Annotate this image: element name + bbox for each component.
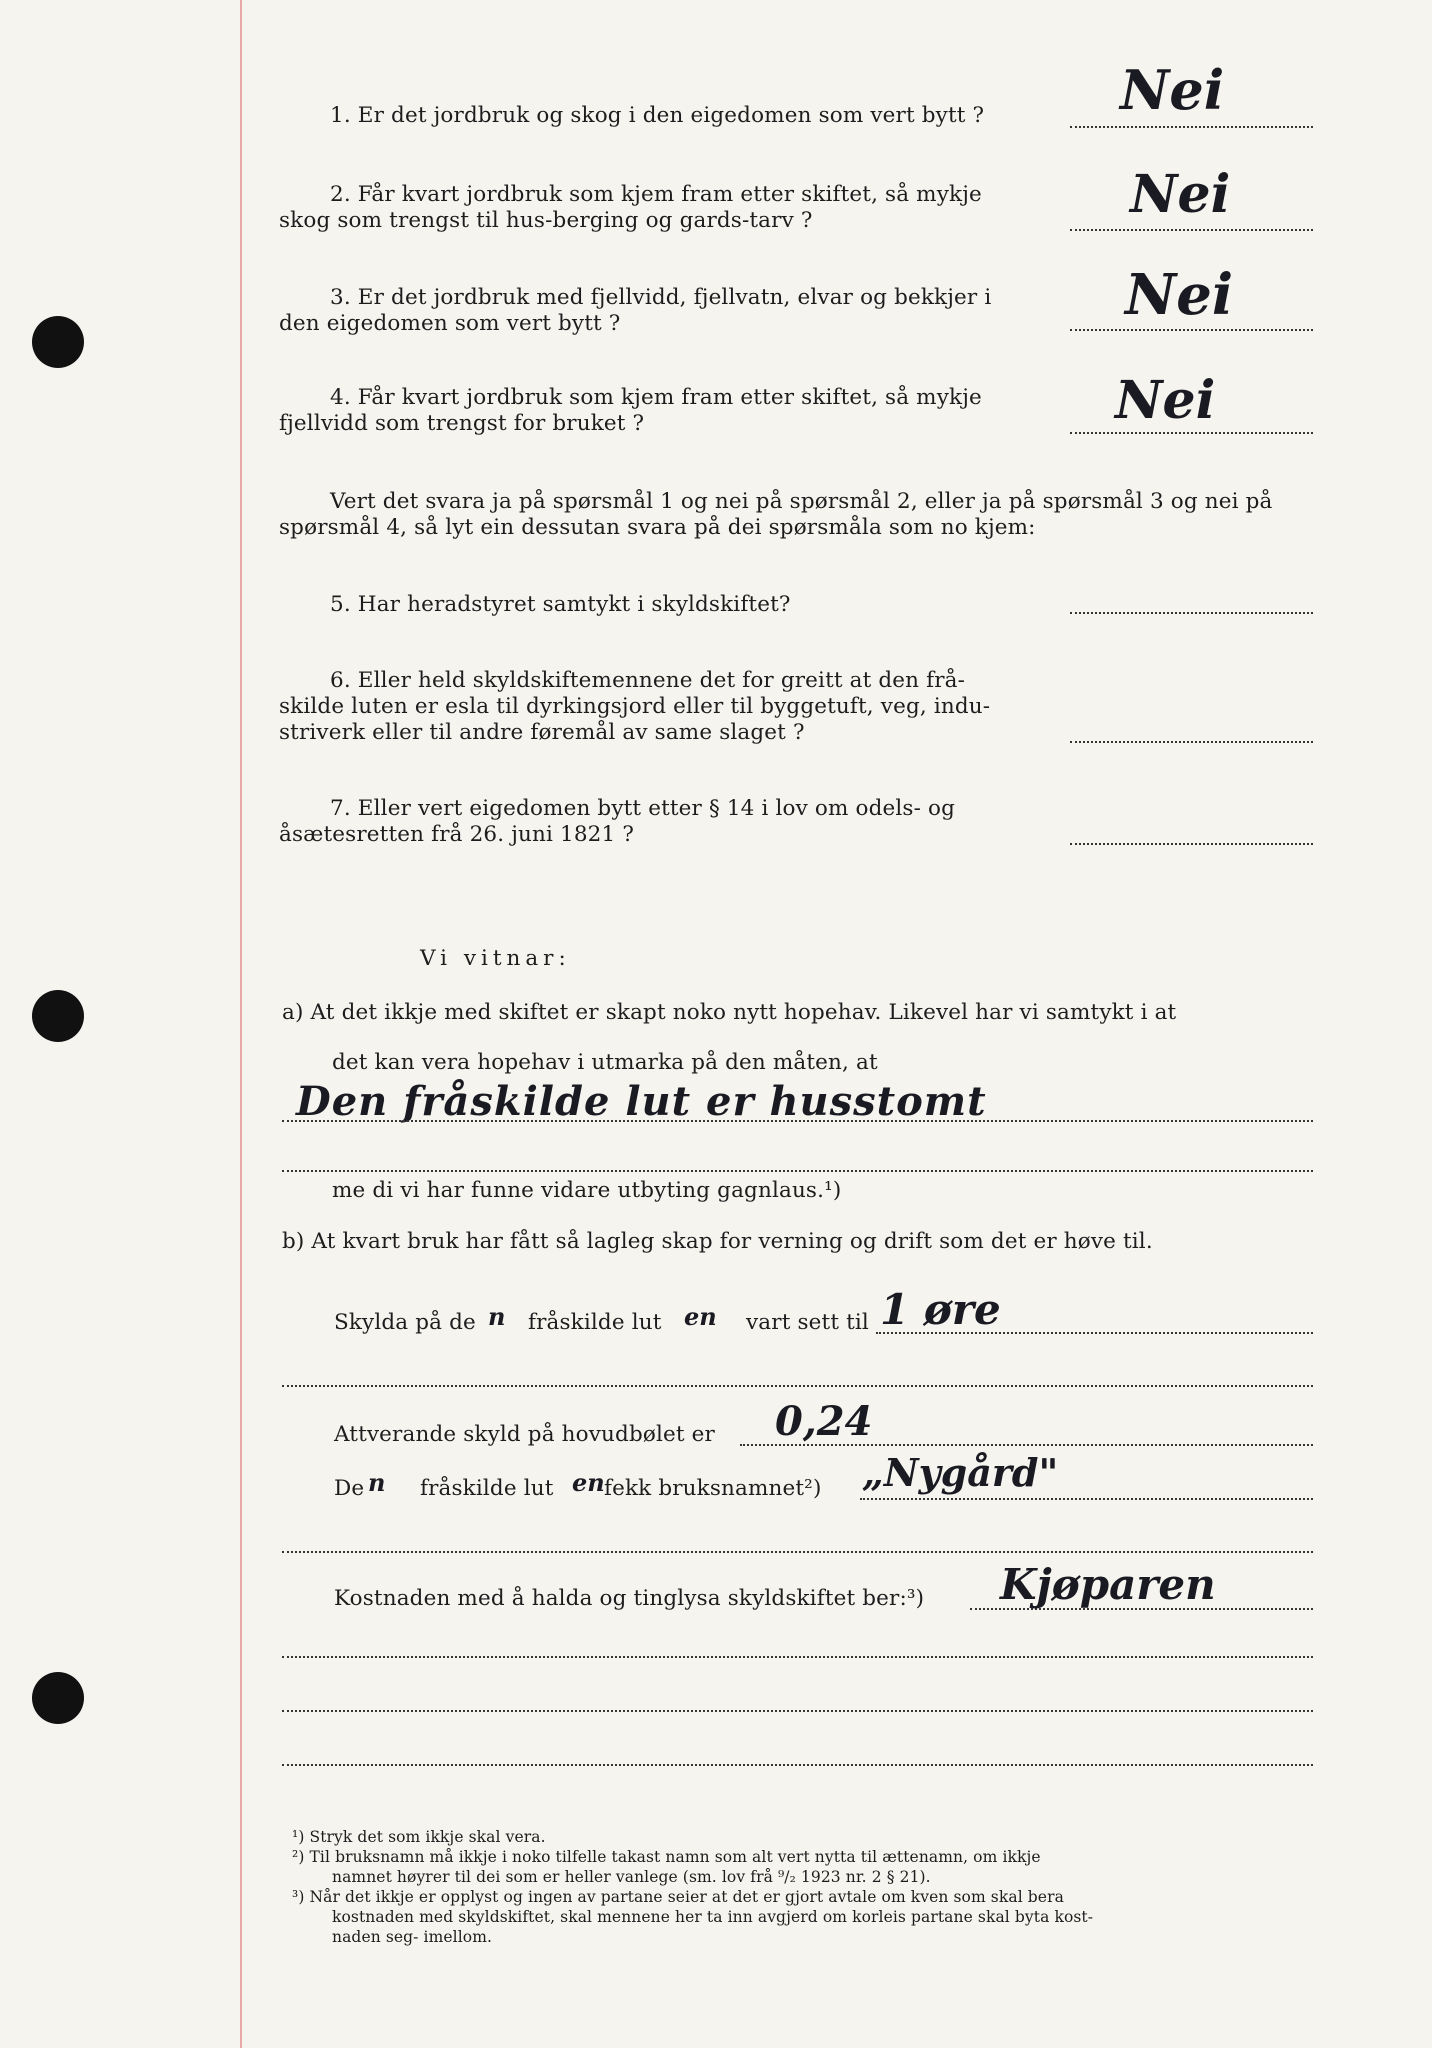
- skylda-extra-line: [282, 1385, 1313, 1387]
- attverande-value: 0,24: [775, 1398, 873, 1445]
- question-5: 5. Har heradstyret samtykt i skyldskiftet?: [330, 592, 791, 617]
- footnote-3-line-1: ³) Når det ikkje er opplyst og ingen av partane seier at det er gjort avtale om kven som skal bera: [292, 1888, 1064, 1906]
- witness-a-handwritten: Den fråskilde lut er husstomt: [296, 1078, 987, 1125]
- kostnad-extra-line-1: [282, 1656, 1313, 1658]
- witness-b-line-1: b) At kvart bruk har fått så lagleg skap for verning og drift som det er høve til.: [282, 1229, 1153, 1254]
- question-3-line-2: den eigedomen som vert bytt ?: [279, 311, 621, 336]
- question-4-line-2: fjellvidd som trengst for bruket ?: [279, 411, 645, 436]
- footnote-3-line-3: naden seg- imellom.: [332, 1928, 493, 1946]
- punch-hole-bottom: [32, 1672, 84, 1724]
- answer-line-1: [1070, 126, 1313, 128]
- bruksnamn-value: „Nygård": [862, 1450, 1059, 1495]
- answer-line-3: [1070, 329, 1313, 331]
- witness-a-line-1: a) At det ikkje med skiftet er skapt noko nytt hopehav. Likevel har vi samtykt i at: [282, 1000, 1177, 1025]
- answer-line-2: [1070, 229, 1313, 231]
- answer-4: Nei: [1115, 370, 1216, 431]
- footnote-2-line-1: ²) Til bruksnamn må ikkje i noko tilfelle takast namn som alt vert nytta til ættenamn, om ikkje: [292, 1848, 1041, 1866]
- kostnad-label: Kostnaden med å halda og tinglysa skyldskiftet ber:³): [334, 1586, 925, 1611]
- witness-a-line-fill-2: [282, 1170, 1313, 1172]
- answer-line-5: [1070, 612, 1313, 614]
- answer-3: Nei: [1125, 262, 1234, 328]
- bruksnamn-hw-1: n: [368, 1468, 386, 1497]
- question-7-line-1: 7. Eller vert eigedomen bytt etter § 14 i lov om odels- og: [330, 796, 955, 821]
- witness-heading: Vi vitnar:: [420, 946, 571, 971]
- question-6-line-3: striverk eller til andre føremål av same slaget ?: [279, 720, 805, 745]
- skylda-value: 1 øre: [880, 1285, 1001, 1334]
- question-2-line-1: 2. Får kvart jordbruk som kjem fram etter skiftet, så mykje: [330, 182, 982, 207]
- answer-1: Nei: [1120, 58, 1225, 122]
- attverande-label: Attverande skyld på hovudbølet er: [334, 1422, 715, 1447]
- skylda-label-2: fråskilde lut: [528, 1310, 662, 1335]
- skylda-label-3: vart sett til: [746, 1310, 869, 1335]
- question-3-line-1: 3. Er det jordbruk med fjellvidd, fjellvatn, elvar og bekkjer i: [330, 285, 992, 310]
- question-7-line-2: åsætesretten frå 26. juni 1821 ?: [279, 822, 635, 847]
- skylda-label-1: Skylda på de: [334, 1310, 476, 1335]
- witness-a-line-2: det kan vera hopehav i utmarka på den måten, at: [332, 1050, 878, 1075]
- question-6-line-1: 6. Eller held skyldskiftemennene det for greitt at den frå-: [330, 668, 966, 693]
- witness-a-line-fill-1: [282, 1120, 1313, 1122]
- answer-2: Nei: [1130, 164, 1231, 225]
- bruksnamn-hw-2: en: [572, 1468, 605, 1497]
- bruksnamn-label-1: De: [334, 1476, 365, 1501]
- bruksnamn-label-3: fekk bruksnamnet²): [604, 1476, 822, 1501]
- punch-hole-middle: [32, 990, 84, 1042]
- footnote-1: ¹) Stryk det som ikkje skal vera.: [292, 1828, 546, 1846]
- punch-hole-top: [32, 316, 84, 368]
- answer-line-7: [1070, 843, 1313, 845]
- conditional-line-2: spørsmål 4, så lyt ein dessutan svara på dei spørsmåla som no kjem:: [279, 515, 1036, 540]
- question-4-line-1: 4. Får kvart jordbruk som kjem fram etter skiftet, så mykje: [330, 385, 982, 410]
- kostnad-extra-line-3: [282, 1764, 1313, 1766]
- footnote-3-line-2: kostnaden med skyldskiftet, skal mennene her ta inn avgjerd om korleis partane skal byta kost-: [332, 1908, 1094, 1926]
- kostnad-extra-line-2: [282, 1710, 1313, 1712]
- skylda-hw-1: n: [488, 1302, 506, 1331]
- kostnad-value: Kjøparen: [1000, 1560, 1216, 1609]
- bruksnamn-label-2: fråskilde lut: [420, 1476, 554, 1501]
- question-6-line-2: skilde luten er esla til dyrkingsjord eller til byggetuft, veg, indu-: [279, 694, 991, 719]
- margin-rule: [240, 0, 242, 2048]
- footnote-2-line-2: namnet høyrer til dei som er heller vanlege (sm. lov frå ⁹/₂ 1923 nr. 2 § 21).: [332, 1868, 931, 1886]
- skylda-hw-2: en: [684, 1302, 717, 1331]
- conditional-line-1: Vert det svara ja på spørsmål 1 og nei på spørsmål 2, eller ja på spørsmål 3 og nei på: [330, 489, 1273, 514]
- question-1: 1. Er det jordbruk og skog i den eigedomen som vert bytt ?: [330, 103, 985, 128]
- question-2-line-2: skog som trengst til hus-berging og gards-tarv ?: [279, 208, 813, 233]
- answer-line-4: [1070, 432, 1313, 434]
- bruksnamn-extra-line: [282, 1551, 1313, 1553]
- answer-line-6: [1070, 741, 1313, 743]
- witness-a-line-3: me di vi har funne vidare utbyting gagnlaus.¹): [332, 1178, 842, 1203]
- bruksnamn-line: [860, 1498, 1313, 1500]
